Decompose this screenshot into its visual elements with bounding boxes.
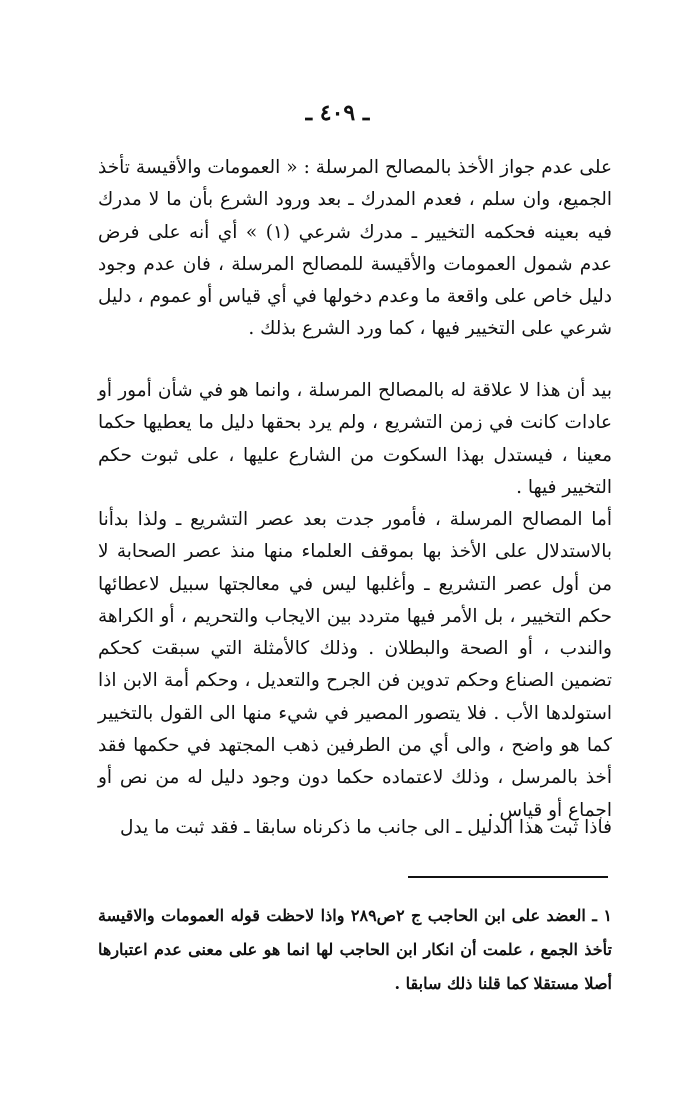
paragraph-4: فاذا ثبت هذا الدليل ـ الى جانب ما ذكرناه سابقا ـ فقد ثبت ما يدل <box>119 817 612 838</box>
paragraph-3: أما المصالح المرسلة ، فأمور جدت بعد عصر التشريع ـ ولذا بدأنا بالاستدلال على الأخذ بها بموقف العلماء منها منذ عصر الصحابة لا من أول عصر التشريع ـ وأغلبها ليس في معالجتها سبيل لاعطائها حكم التخيير ، بل الأمر فيها متردد بين الايجاب والتحريم ، أو الكراهة والندب ، أو الصحة والبطلان . وذلك كالأمثلة التي سبقت كحكم تضمين الصناع وحكم تدوين فن الجرح والتعديل ، وحكم أمة الابن اذا استولدها الأب . فلا يتصور المصير في شيء منها الى القول بالتخيير كما هو واضح ، والى أي من الطرفين ذهب المجتهد في حكمها فقد أخذ بالمرسل ، وذلك لاعتماده حكما دون وجود دليل له من نص أو اجماع أو قياس . <box>98 509 612 821</box>
footnote: ١ ـ العضد على ابن الحاجب ج ٢ص٢٨٩ واذا لاحظت قوله العمومات والاقيسة تأخذ الجمع ، علمت أن انكار ابن الحاجب لها انما هو على معنى عدم اعتبارها أصلا مستقلا كما قلنا ذلك سابقا . <box>98 906 613 993</box>
paragraph-1: على عدم جواز الأخذ بالمصالح المرسلة : « العمومات والأقيسة تأخذ الجميع، وان سلم ، فعدم المدرك ـ بعد ورود الشرع بأن ما لا مدرك فيه بعينه فحكمه التخيير ـ مدرك شرعي (١) » أي أنه على فرض عدم شمول العمومات والأقيسة للمصالح المرسلة ، فان عدم وجود دليل خاص على واقعة ما وعدم دخولها في أي قياس أو عموم ، دليل شرعي على التخيير فيها ، كما ورد الشرع بذلك . <box>98 157 612 340</box>
paragraph-2: بيد أن هذا لا علاقة له بالمصالح المرسلة ، وانما هو في شأن أمور أو عادات كانت في زمن التشريع ، ولم يرد بحقها دليل ما يعطيها حكما معينا ، فيستدل بهذا السكوت من الشارع عليها ، على ثبوت حكم التخيير فيها . <box>98 380 612 498</box>
footnote-divider <box>408 876 608 878</box>
page-number: ـ ٤٠٩ ـ <box>305 100 370 126</box>
